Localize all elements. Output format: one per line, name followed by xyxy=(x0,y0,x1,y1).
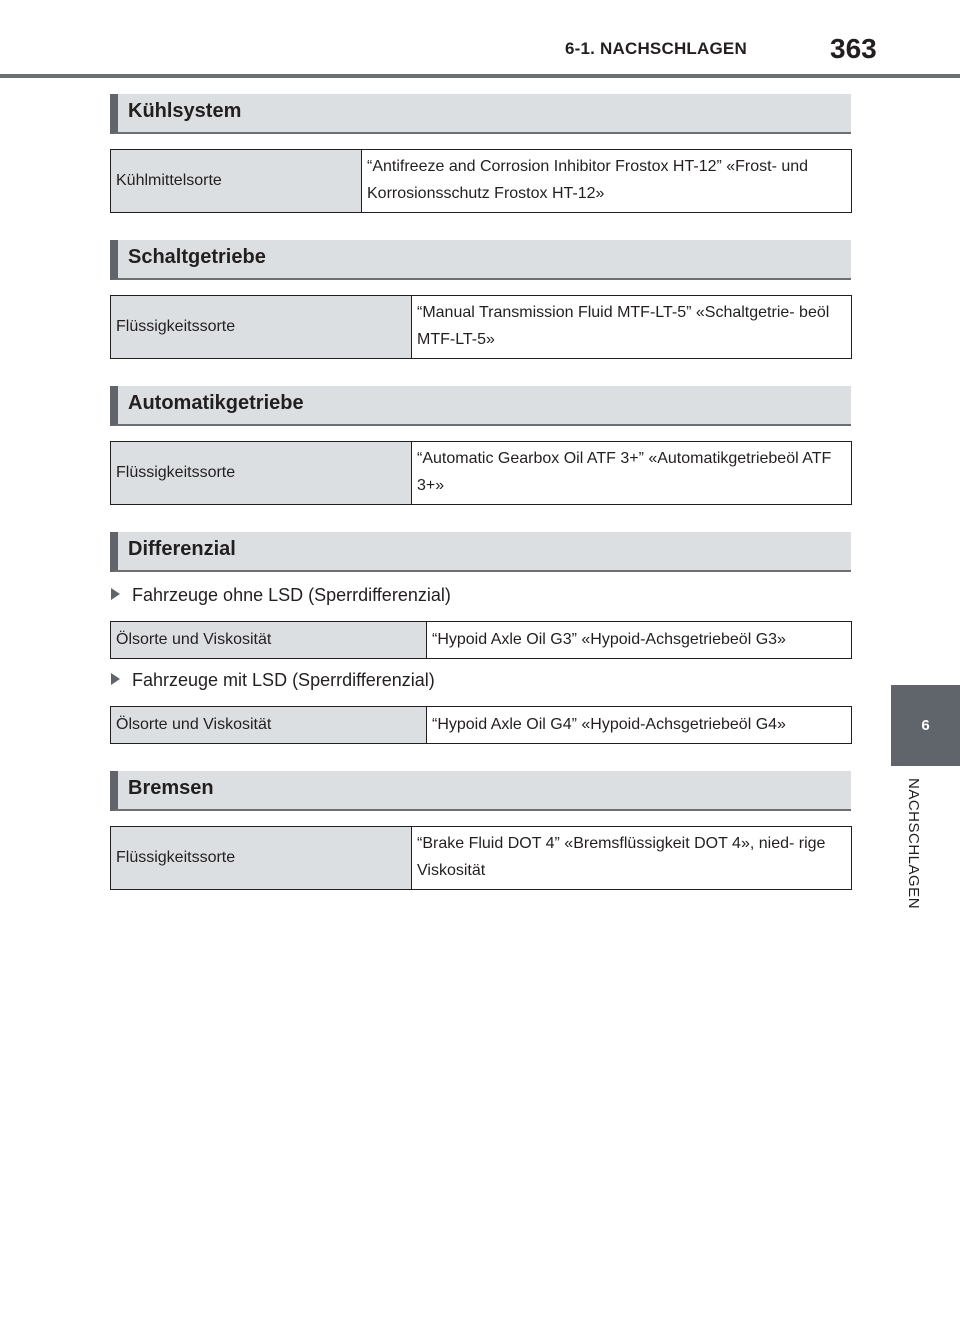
spec-value: “Hypoid Axle Oil G3” «Hypoid-Achsgetriebeöl G3» xyxy=(427,622,852,659)
bullet-with-lsd xyxy=(111,670,435,691)
section-title: Differenzial xyxy=(128,538,236,560)
bullet-text: Fahrzeuge ohne LSD (Sperrdifferenzial) xyxy=(132,585,451,605)
spec-table-brakes xyxy=(110,826,852,890)
section-title: Kühlsystem xyxy=(128,100,242,122)
section-title: Automatikgetriebe xyxy=(128,392,304,414)
spec-table-manual-transmission xyxy=(110,295,852,359)
table-row xyxy=(111,622,852,659)
spec-value: “Hypoid Axle Oil G4” «Hypoid-Achsgetriebeöl G4» xyxy=(427,707,852,744)
header-rule xyxy=(0,74,960,78)
table-row xyxy=(111,707,852,744)
spec-label: Ölsorte und Viskosität xyxy=(111,622,427,659)
spec-value: “Manual Transmission Fluid MTF-LT-5” «Schaltgetrie- beöl MTF-LT-5» xyxy=(412,296,852,359)
section-heading-differential xyxy=(110,532,851,572)
section-title: Bremsen xyxy=(128,777,214,799)
spec-table-differential-with-lsd xyxy=(110,706,852,744)
section-heading-cooling xyxy=(110,94,851,134)
bullet-without-lsd xyxy=(111,585,451,606)
spec-value: “Automatic Gearbox Oil ATF 3+” «Automatikgetriebeöl ATF 3+» xyxy=(412,442,852,505)
triangle-bullet-icon xyxy=(111,588,120,600)
bullet-text: Fahrzeuge mit LSD (Sperrdifferenzial) xyxy=(132,670,435,690)
section-heading-manual-transmission xyxy=(110,240,851,280)
table-row xyxy=(111,442,852,505)
chapter-tab[interactable] xyxy=(891,685,960,766)
spec-label: Ölsorte und Viskosität xyxy=(111,707,427,744)
section-heading-automatic-transmission xyxy=(110,386,851,426)
section-title: Schaltgetriebe xyxy=(128,246,266,268)
spec-label: Kühlmittelsorte xyxy=(111,150,362,213)
spec-value: “Brake Fluid DOT 4” «Bremsflüssigkeit DOT 4», nied- rige Viskosität xyxy=(412,827,852,890)
triangle-bullet-icon xyxy=(111,673,120,685)
table-row xyxy=(111,296,852,359)
section-heading-brakes xyxy=(110,771,851,811)
chapter-number: 6 xyxy=(921,717,930,734)
spec-table-cooling xyxy=(110,149,852,213)
page-number: 363 xyxy=(830,33,877,64)
spec-label: Flüssigkeitssorte xyxy=(111,296,412,359)
table-row xyxy=(111,827,852,890)
running-header-section: 6-1. NACHSCHLAGEN xyxy=(565,39,747,58)
spec-table-automatic-transmission xyxy=(110,441,852,505)
spec-label: Flüssigkeitssorte xyxy=(111,827,412,890)
spec-label: Flüssigkeitssorte xyxy=(111,442,412,505)
chapter-label: NACHSCHLAGEN xyxy=(905,778,922,910)
spec-table-differential-without-lsd xyxy=(110,621,852,659)
spec-value: “Antifreeze and Corrosion Inhibitor Frostox HT-12” «Frost- und Korrosionsschutz Frostox HT-12» xyxy=(362,150,852,213)
table-row xyxy=(111,150,852,213)
